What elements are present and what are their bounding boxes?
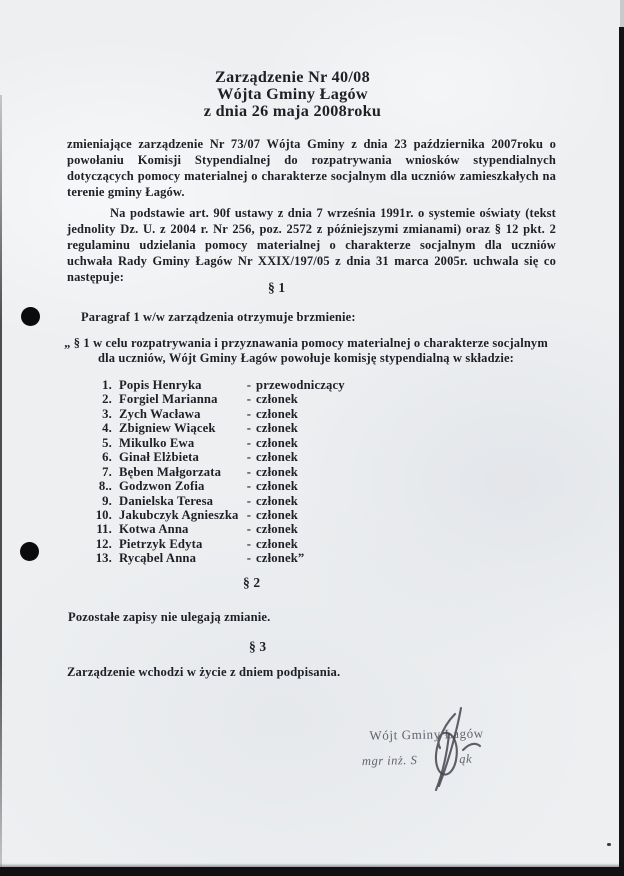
scan-edge-right xyxy=(619,27,624,876)
member-row xyxy=(94,494,474,508)
member-dash: - xyxy=(246,551,252,566)
member-number: 3. xyxy=(102,406,112,421)
member-number: 12. xyxy=(95,536,112,551)
member-number: 9. xyxy=(102,493,112,508)
member-role: członek xyxy=(256,406,298,421)
member-name: Jakubczyk Agnieszka xyxy=(119,507,239,522)
member-name: Zych Wacława xyxy=(119,406,201,421)
member-row xyxy=(94,508,474,522)
member-row xyxy=(94,392,474,406)
member-role: przewodniczący xyxy=(256,378,345,392)
member-number: 4. xyxy=(102,421,112,436)
member-name: Zbigniew Wiącek xyxy=(119,421,216,436)
member-number: 5. xyxy=(102,435,112,450)
member-role: członek” xyxy=(256,551,305,566)
hole-punch-mark-bottom xyxy=(20,542,39,561)
section-2-text: Pozostałe zapisy nie ulegają zmianie. xyxy=(68,610,271,624)
stamp-name-right: ąk xyxy=(459,751,473,767)
member-row xyxy=(94,436,474,450)
legal-basis-paragraph: Na podstawie art. 90f ustawy z dnia 7 września 1991r. o systemie oświaty (tekst jednolity Dz. U. z 2004 r. Nr 256, poz. 2572 z późniejszymi zmianami) oraz § 12 pkt. 2 regulaminu udzielania pomocy materialnej o charakterze socjalnym dla uczniów uchwała Rady Gminy Łagów Nr XXIX/197/05 z dnia 31 marca 2005r. uchwala się co następuje: xyxy=(67,206,556,284)
member-name: Pietrzyk Edyta xyxy=(119,536,203,551)
commission-intro: „ § 1 w celu rozpatrywania i przyznawania pomocy materialnej o charakterze socjalnym dla uczniów, Wójt Gminy Łagów powołuje komisję stypendialną w składzie: xyxy=(64,336,548,366)
member-dash: - xyxy=(246,406,252,421)
section-1-heading: § 1 xyxy=(268,280,286,295)
scan-edge-right-top xyxy=(620,0,624,27)
member-row xyxy=(94,537,474,551)
title-line-issuer: Wójta Gminy Łagów xyxy=(217,85,368,104)
paragraph-1-intro: Paragraf 1 w/w zarządzenia otrzymuje brzmienie: xyxy=(81,310,356,324)
member-name: Popis Henryka xyxy=(119,378,202,392)
member-dash: - xyxy=(246,464,252,479)
member-number: 11. xyxy=(96,522,112,537)
member-name: Godzwon Zofia xyxy=(119,479,205,494)
stamp-title-line: Wójt Gminy Łagów xyxy=(369,725,484,743)
member-name: Kotwa Anna xyxy=(119,522,189,537)
document-title xyxy=(40,69,545,121)
commission-list xyxy=(94,378,474,566)
scan-speck xyxy=(607,843,611,846)
stamp-name-left: mgr inż. S xyxy=(361,752,418,769)
member-dash: - xyxy=(246,493,252,508)
member-row xyxy=(94,407,474,421)
member-role: członek xyxy=(256,435,298,450)
member-name: Mikulko Ewa xyxy=(119,435,195,450)
member-row xyxy=(94,522,474,536)
member-role: członek xyxy=(256,522,298,537)
member-role: członek xyxy=(256,507,298,522)
section-3-heading: § 3 xyxy=(249,639,267,654)
section-2-heading: § 2 xyxy=(243,575,261,590)
scan-edge-bottom xyxy=(0,867,624,876)
title-line-ordinance-number: Zarządzenie Nr 40/08 xyxy=(215,68,370,86)
member-row xyxy=(94,421,474,435)
member-name: Ginał Elżbieta xyxy=(119,450,199,465)
member-role: członek xyxy=(256,464,298,479)
member-number: 2. xyxy=(102,392,112,407)
member-dash: - xyxy=(246,522,252,537)
member-role: członek xyxy=(256,536,298,551)
member-number: 6. xyxy=(102,450,112,465)
signature-scribble-icon xyxy=(393,700,488,800)
member-row xyxy=(94,479,474,493)
member-number: 13. xyxy=(95,551,112,566)
scan-edge-left xyxy=(0,95,2,867)
member-name: Rycąbel Anna xyxy=(119,551,197,566)
member-dash: - xyxy=(246,392,252,407)
member-dash: - xyxy=(246,507,252,522)
member-name: Bęben Małgorzata xyxy=(119,464,222,479)
member-dash: - xyxy=(246,378,252,392)
section-3-text: Zarządzenie wchodzi w życie z dniem podpisania. xyxy=(67,665,341,679)
member-row xyxy=(94,378,474,392)
member-role: członek xyxy=(256,421,298,436)
member-dash: - xyxy=(246,479,252,494)
member-name: Forgiel Marianna xyxy=(119,392,218,407)
member-row xyxy=(94,450,474,464)
member-name: Danielska Teresa xyxy=(119,493,214,508)
member-number: 1. xyxy=(102,378,112,392)
member-dash: - xyxy=(246,450,252,465)
title-line-date: z dnia 26 maja 2008roku xyxy=(203,102,382,121)
member-role: członek xyxy=(256,493,298,508)
member-row xyxy=(94,465,474,479)
member-role: członek xyxy=(256,479,298,494)
member-dash: - xyxy=(246,421,252,436)
member-dash: - xyxy=(246,435,252,450)
member-number: 7. xyxy=(102,464,112,479)
member-dash: - xyxy=(246,536,252,551)
intro-paragraph: zmieniające zarządzenie Nr 73/07 Wójta Gminy z dnia 23 października 2007roku o powołaniu Komisji Stypendialnej do rozpatrywania wniosków stypendialnych dotyczących pomocy materialnej o charakterze socjalnym dla uczniów zamieszkałych na terenie gminy Łagów. xyxy=(67,137,556,199)
member-number: 8.. xyxy=(98,479,112,494)
hole-punch-mark-top xyxy=(21,307,40,326)
member-number: 10. xyxy=(95,507,112,522)
member-role: członek xyxy=(256,392,298,407)
member-row xyxy=(94,551,474,565)
member-role: członek xyxy=(256,450,298,465)
